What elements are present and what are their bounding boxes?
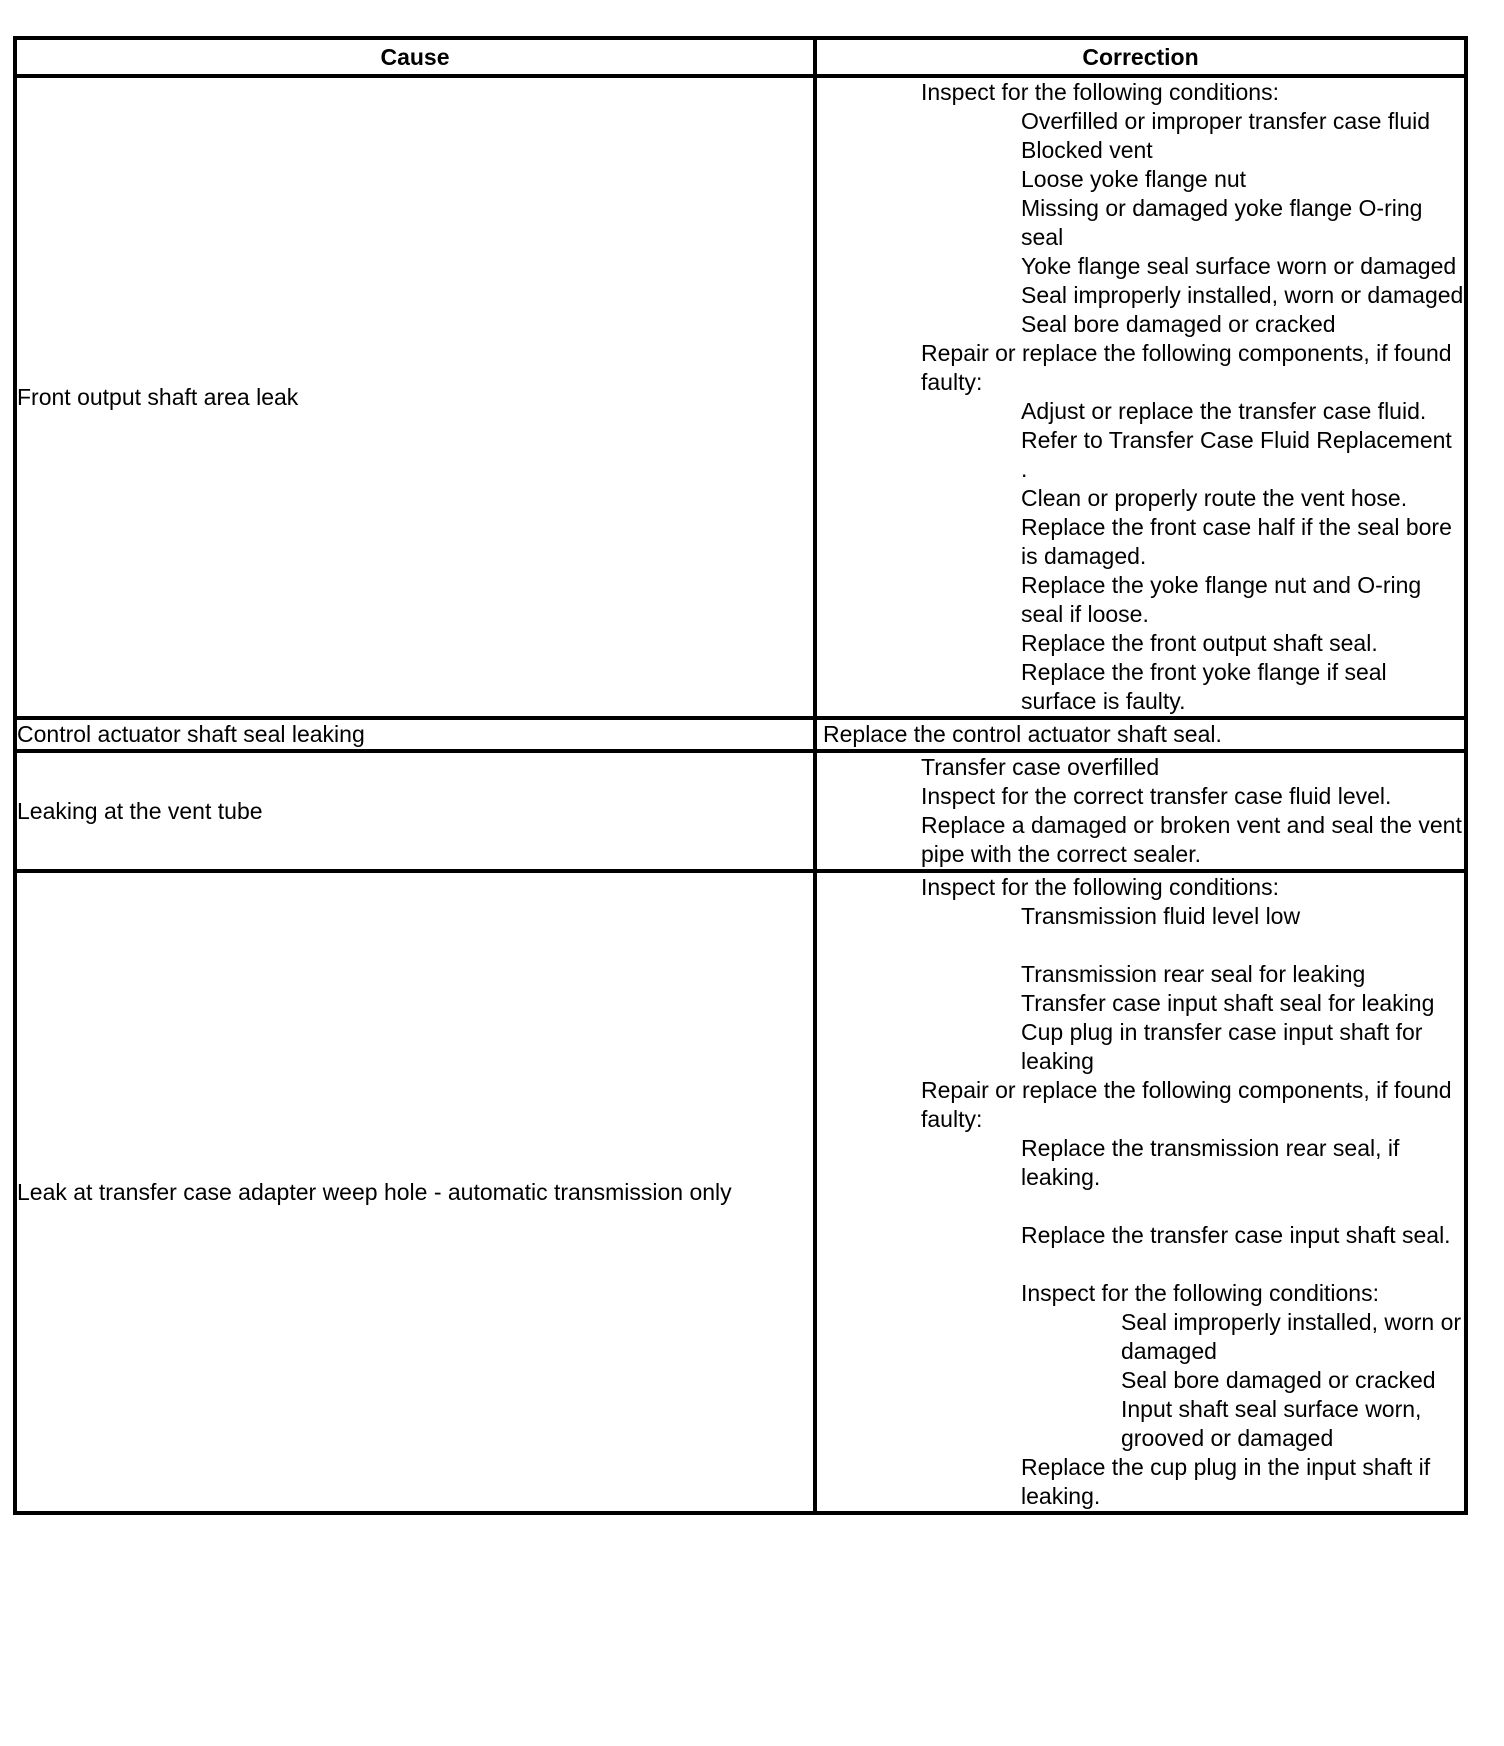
correction-line: Seal bore damaged or cracked [1021, 311, 1336, 337]
correction-line: Replace the transmission rear seal, if leaking. [1021, 1135, 1400, 1190]
correction-line: Blocked vent [1021, 137, 1153, 163]
correction-line: Input shaft seal surface worn, grooved or damaged [1121, 1396, 1422, 1451]
header-cause: Cause [15, 38, 815, 76]
correction-line: Adjust or replace the transfer case fluid. Refer to Transfer Case Fluid Replacement . [1021, 398, 1452, 482]
cause-cell: Front output shaft area leak [15, 76, 815, 718]
correction-cell [815, 76, 1466, 718]
cause-cell: Leak at transfer case adapter weep hole - automatic transmission only [15, 871, 815, 1513]
correction-line: Repair or replace the following components, if found faulty: [921, 340, 1452, 395]
table-header-row [15, 38, 1466, 76]
correction-line: Transfer case overfilled [921, 754, 1160, 780]
correction-line: Inspect for the correct transfer case fluid level. [921, 783, 1392, 809]
correction-line: Loose yoke flange nut [1021, 166, 1247, 192]
table-row [15, 871, 1466, 1513]
table-row [15, 751, 1466, 871]
correction-line: Seal improperly installed, worn or damaged [1121, 1309, 1462, 1364]
correction-line: Missing or damaged yoke flange O-ring seal [1021, 195, 1423, 250]
correction-line: Transmission fluid level low [1021, 903, 1301, 929]
correction-line: Inspect for the following conditions: [921, 874, 1279, 900]
cause-cell: Leaking at the vent tube [15, 751, 815, 871]
correction-line: Transfer case input shaft seal for leaking [1021, 990, 1435, 1016]
correction-line: Replace the yoke flange nut and O-ring seal if loose. [1021, 572, 1422, 627]
correction-line: Replace the front yoke flange if seal surface is faulty. [1021, 659, 1387, 714]
correction-line: Seal improperly installed, worn or damaged [1021, 282, 1464, 308]
table-row [15, 718, 1466, 751]
correction-line: Repair or replace the following components, if found faulty: [921, 1077, 1452, 1132]
correction-line: Inspect for the following conditions: [1021, 1280, 1379, 1306]
cause-cell: Control actuator shaft seal leaking [15, 718, 815, 751]
correction-line: Seal bore damaged or cracked [1121, 1367, 1436, 1393]
correction-line: Replace the front output shaft seal. [1021, 630, 1378, 656]
correction-line: Clean or properly route the vent hose. [1021, 485, 1408, 511]
correction-cell [815, 718, 1466, 751]
correction-line: Cup plug in transfer case input shaft for leaking [1021, 1019, 1423, 1074]
header-correction: Correction [815, 38, 1466, 76]
correction-line: Replace the cup plug in the input shaft if leaking. [1021, 1454, 1431, 1509]
correction-line: Transmission rear seal for leaking [1021, 961, 1366, 987]
spacer [817, 931, 1464, 960]
correction-line: Replace the control actuator shaft seal. [823, 721, 1222, 747]
correction-line: Yoke flange seal surface worn or damaged [1021, 253, 1457, 279]
spacer [817, 1250, 1464, 1279]
diagnostic-table [13, 36, 1468, 1515]
correction-line: Inspect for the following conditions: [921, 79, 1279, 105]
correction-line: Overfilled or improper transfer case fluid [1021, 108, 1431, 134]
spacer [817, 1192, 1464, 1221]
correction-cell [815, 751, 1466, 871]
correction-line: Replace the transfer case input shaft seal. [1021, 1222, 1451, 1248]
table-row [15, 76, 1466, 718]
correction-cell [815, 871, 1466, 1513]
correction-line: Replace a damaged or broken vent and seal the vent pipe with the correct sealer. [921, 812, 1462, 867]
correction-line: Replace the front case half if the seal bore is damaged. [1021, 514, 1452, 569]
